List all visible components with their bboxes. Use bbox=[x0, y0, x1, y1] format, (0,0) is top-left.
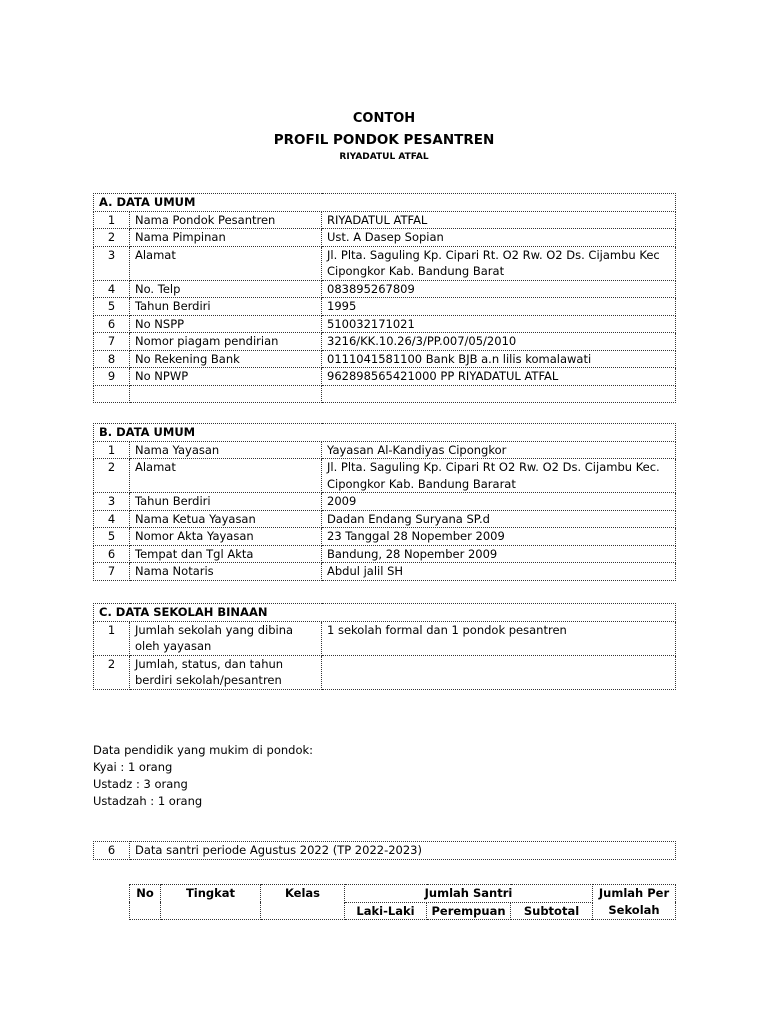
table-row bbox=[94, 315, 676, 333]
row-label: Nomor piagam pendirian bbox=[130, 333, 322, 351]
row-number: 2 bbox=[94, 229, 130, 247]
section-b-table bbox=[93, 423, 676, 581]
document-title-contoh: CONTOH bbox=[352, 111, 416, 126]
row-label: Tempat dan Tgl Akta bbox=[130, 545, 322, 563]
table-row bbox=[94, 368, 676, 386]
table-row bbox=[94, 563, 676, 581]
section-b-title: B. DATA UMUM bbox=[94, 424, 676, 442]
row-value: 962898565421000 PP RIYADATUL ATFAL bbox=[322, 368, 676, 386]
row-label: Nama Yayasan bbox=[130, 441, 322, 459]
row-value: 23 Tanggal 28 Nopember 2009 bbox=[322, 528, 676, 546]
table-row bbox=[94, 510, 676, 528]
row-value: 1995 bbox=[322, 298, 676, 316]
row-number: 3 bbox=[94, 246, 130, 280]
row-value: 2009 bbox=[322, 493, 676, 511]
header-perempuan: Perempuan bbox=[427, 902, 511, 920]
educator-line: Kyai : 1 orang bbox=[93, 760, 173, 774]
header-jumlah-per-sekolah: Jumlah Per Sekolah bbox=[593, 885, 676, 920]
row-label: No. Telp bbox=[130, 280, 322, 298]
row-value: 0111041581100 Bank BJB a.n lilis komalawati bbox=[322, 350, 676, 368]
row-number: 2 bbox=[94, 655, 130, 689]
table-row bbox=[94, 246, 676, 280]
row-value: Yayasan Al-Kandiyas Cipongkor bbox=[322, 441, 676, 459]
row-number: 4 bbox=[94, 280, 130, 298]
educators-block bbox=[93, 742, 313, 810]
table-row bbox=[94, 459, 676, 493]
table-row bbox=[94, 528, 676, 546]
educators-heading: Data pendidik yang mukim di pondok: bbox=[93, 743, 314, 757]
row-value: Abdul jalil SH bbox=[322, 563, 676, 581]
row-label: Tahun Berdiri bbox=[130, 298, 322, 316]
row-number: 9 bbox=[94, 368, 130, 386]
row-value bbox=[322, 655, 676, 689]
table-row bbox=[94, 211, 676, 229]
row-number: 6 bbox=[94, 545, 130, 563]
table-row bbox=[94, 298, 676, 316]
row-label: No NPWP bbox=[130, 368, 322, 386]
row-label: Nomor Akta Yayasan bbox=[130, 528, 322, 546]
table-row bbox=[94, 229, 676, 247]
table-row bbox=[94, 842, 676, 860]
row-value: 3216/KK.10.26/3/PP.007/05/2010 bbox=[322, 333, 676, 351]
row-value: Jl. Plta. Saguling Kp. Cipari Rt O2 Rw. O2 Ds. Cijambu Kec. Cipongkor Kab. Bandung Bararat bbox=[322, 459, 676, 493]
santri-table bbox=[129, 884, 676, 920]
row-value: 510032171021 bbox=[322, 315, 676, 333]
row-number: 7 bbox=[94, 563, 130, 581]
row-number: 2 bbox=[94, 459, 130, 493]
document-subtitle-name: RIYADATUL ATFAL bbox=[339, 152, 429, 162]
row-number: 8 bbox=[94, 350, 130, 368]
educator-line: Ustadzah : 1 orang bbox=[93, 794, 203, 808]
table-row bbox=[94, 545, 676, 563]
row-number: 6 bbox=[94, 842, 130, 860]
header-kelas: Kelas bbox=[261, 885, 345, 920]
row-number: 5 bbox=[94, 298, 130, 316]
header-jumlah-santri: Jumlah Santri bbox=[345, 885, 593, 903]
section-c-table bbox=[93, 603, 676, 690]
row-label: Jumlah sekolah yang dibina oleh yayasan bbox=[130, 621, 322, 655]
santri-header-row bbox=[130, 885, 676, 903]
row-value: Ust. A Dasep Sopian bbox=[322, 229, 676, 247]
row-value: 083895267809 bbox=[322, 280, 676, 298]
row-value: RIYADATUL ATFAL bbox=[322, 211, 676, 229]
educator-line: Ustadz : 3 orang bbox=[93, 777, 188, 791]
document-title-profile: PROFIL PONDOK PESANTREN bbox=[273, 132, 495, 148]
table-row bbox=[94, 333, 676, 351]
row-label: Alamat bbox=[130, 459, 322, 493]
row-value: Bandung, 28 Nopember 2009 bbox=[322, 545, 676, 563]
row-label: No NSPP bbox=[130, 315, 322, 333]
row-number: 5 bbox=[94, 528, 130, 546]
row-label: No Rekening Bank bbox=[130, 350, 322, 368]
section-a-table bbox=[93, 193, 676, 403]
row-number: 4 bbox=[94, 510, 130, 528]
row-label: Nama Pimpinan bbox=[130, 229, 322, 247]
table-row bbox=[94, 280, 676, 298]
table-row bbox=[94, 350, 676, 368]
section-c-title: C. DATA SEKOLAH BINAAN bbox=[94, 604, 676, 622]
row-label: Jumlah, status, dan tahun berdiri sekolah/pesantren bbox=[130, 655, 322, 689]
row-number: 3 bbox=[94, 493, 130, 511]
section-a-title: A. DATA UMUM bbox=[94, 194, 676, 212]
row-number: 1 bbox=[94, 211, 130, 229]
row-text: Data santri periode Agustus 2022 (TP 2022-2023) bbox=[130, 842, 676, 860]
table-row bbox=[94, 493, 676, 511]
header-tingkat: Tingkat bbox=[161, 885, 261, 920]
table-row bbox=[94, 441, 676, 459]
row-label: Nama Pondok Pesantren bbox=[130, 211, 322, 229]
header-laki-laki: Laki-Laki bbox=[345, 902, 427, 920]
row-number: 1 bbox=[94, 441, 130, 459]
section-6-table bbox=[93, 841, 676, 860]
row-label: Nama Notaris bbox=[130, 563, 322, 581]
row-number: 7 bbox=[94, 333, 130, 351]
row-value: 1 sekolah formal dan 1 pondok pesantren bbox=[322, 621, 676, 655]
row-label: Alamat bbox=[130, 246, 322, 280]
row-value: Dadan Endang Suryana SP.d bbox=[322, 510, 676, 528]
row-number: 6 bbox=[94, 315, 130, 333]
header-subtotal: Subtotal bbox=[511, 902, 593, 920]
header-no: No bbox=[130, 885, 161, 920]
table-row bbox=[94, 655, 676, 689]
row-value: Jl. Plta. Saguling Kp. Cipari Rt. O2 Rw. O2 Ds. Cijambu Kec Cipongkor Kab. Bandung Barat bbox=[322, 246, 676, 280]
table-row bbox=[94, 621, 676, 655]
row-number: 1 bbox=[94, 621, 130, 655]
row-label: Nama Ketua Yayasan bbox=[130, 510, 322, 528]
row-label: Tahun Berdiri bbox=[130, 493, 322, 511]
table-row-empty bbox=[94, 385, 676, 402]
